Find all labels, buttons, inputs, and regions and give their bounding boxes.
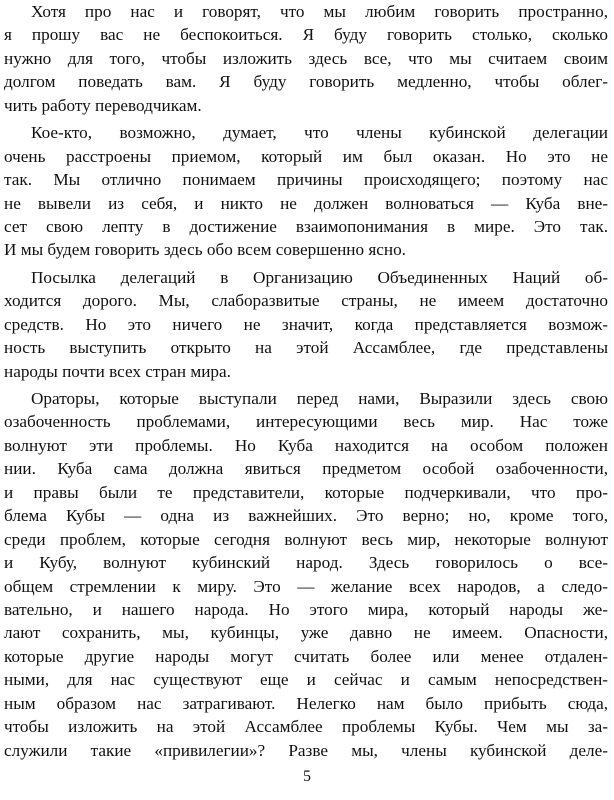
text-line: Хотя про нас и говорят, что мы любим говорить пространно, [31, 2, 608, 21]
text-line: не вывели из себя, и никто не должен волноваться — Куба вне- [4, 193, 608, 213]
text-line: среди проблем, которые сегодня волнуют весь мир, некоторые волнуют [4, 529, 608, 549]
text-line: волнуют эти проблемы. Но Куба находится на особом положен [4, 435, 608, 455]
text-line: ными, для нас существуют еще и сейчас и самым непосредствен- [4, 670, 608, 690]
text-line: вательно, и нашего народа. Но этого мира, который народы же- [4, 599, 608, 619]
text-line: ным образом нас затрагивают. Нелегко нам было прибыть сюда, [4, 693, 608, 713]
text-line: чтобы изложить на этой Ассамблее проблемы Кубы. Чем мы за- [4, 717, 608, 737]
text-line: служили такие «привилегии»? Разве мы, члены кубинской деле- [4, 740, 608, 760]
text-line: нии. Куба сама должна явиться предметом особой озабоченности, [4, 459, 608, 479]
text-line: так. Мы отлично понимаем причины происходящего; поэтому нас [4, 170, 608, 190]
text-line: чить работу переводчикам. [4, 95, 202, 115]
text-line: Ораторы, которые выступали перед нами, Выразили здесь свою [31, 389, 608, 408]
text-line: И мы будем говорить здесь обо всем совершенно ясно. [4, 240, 406, 260]
page-number: 5 [303, 768, 311, 785]
text-line: средств. Но это ничего не значит, когда представляется возмож- [4, 314, 608, 334]
text-line: которые другие народы могут считать более или менее отдален- [4, 646, 608, 666]
text-line: и Кубу, волнуют кубинский народ. Здесь говорилось о все- [4, 553, 608, 573]
text-line: Посылка делегаций в Организацию Объединенных Наций об- [31, 267, 608, 287]
text-line: озабоченность проблемами, интересующими весь мир. Нас тоже [4, 412, 608, 432]
text-line: нужно для того, чтобы изложить здесь все, что мы считаем своим [4, 48, 608, 68]
text-line: я прошу вас не беспокоиться. Я буду говорить столько, сколько [4, 25, 608, 45]
text-line: и правы были те представители, которые подчеркивали, что про- [4, 482, 608, 502]
text-line: общем стремлении к миру. Это — желание всех народов, а следо- [4, 576, 608, 596]
text-line: сет свою лепту в достижение взаимопонимания в мире. Это так. [4, 216, 608, 236]
text-line: очень расстроены приемом, который им был оказан. Но это не [4, 146, 608, 166]
body-text [4, 0, 608, 762]
text-line: ность выступить открыто на этой Ассамблее, где представлены [4, 338, 608, 358]
text-line: народы почти всех стран мира. [4, 361, 231, 381]
text-line: блема Кубы — одна из важнейших. Это верно; но, кроме того, [4, 506, 608, 526]
paragraph [4, 121, 608, 262]
paragraph [4, 266, 608, 383]
text-line: ходится дорого. Мы, слаборазвитые страны, не имеем достаточно [4, 291, 608, 311]
paragraph [4, 0, 608, 117]
text-line: Кое-кто, возможно, думает, что члены кубинской делегации [31, 123, 608, 143]
text-line: лают сохранить, мы, кубинцы, уже давно не имеем. Опасности, [4, 623, 608, 643]
text-line: долгом поведать вам. Я буду говорить медленно, чтобы облег- [4, 72, 608, 92]
paragraph [4, 387, 608, 762]
